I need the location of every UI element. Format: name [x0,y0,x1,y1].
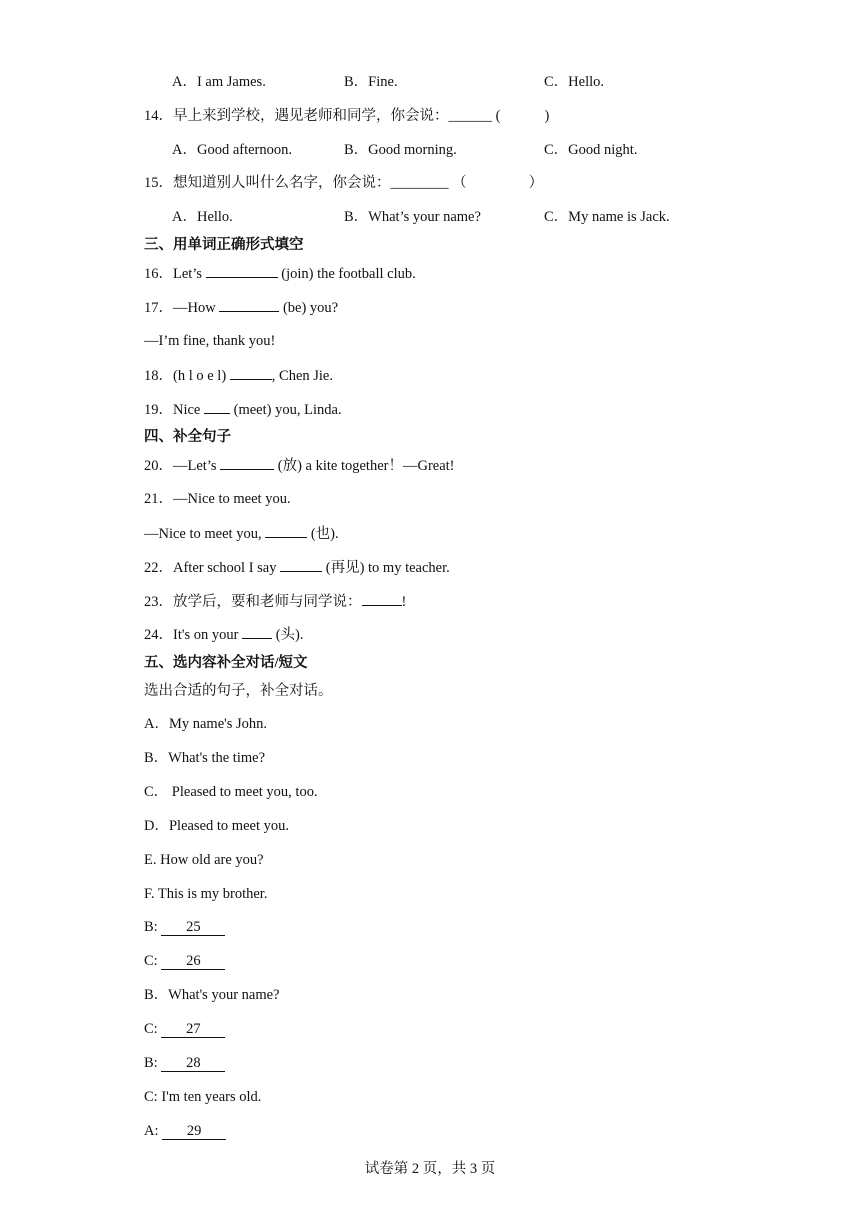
question-18-post: , Chen Jie. [271,368,333,384]
question-19-pre: 19．Nice [144,402,204,418]
question-24-post: (头). [272,627,304,643]
question-24 [144,625,304,644]
question-22-blank[interactable] [280,558,322,572]
dialogue-speaker: C: [144,953,162,969]
answer-blank-27[interactable]: 27 [161,1021,225,1038]
dialogue-line [144,1054,225,1072]
question-24-blank[interactable] [242,625,272,639]
q15-option-a: A．Hello. [172,209,233,225]
question-20 [144,456,455,475]
answer-blank-29[interactable]: 29 [162,1123,226,1140]
dialogue-line [144,952,225,970]
q14-option-a: A．Good afternoon. [172,142,293,158]
question-22 [144,558,450,577]
answer-blank-26[interactable]: 26 [161,953,225,970]
question-18-pre: 18．(h l o e l) [144,368,230,384]
q13-option-c: C．Hello. [544,74,605,90]
question-17-blank[interactable] [219,298,279,312]
question-16 [144,264,416,283]
q14-option-b: B．Good morning. [344,142,457,158]
section-5-instruction: 选出合适的句子，补全对话。 [144,683,333,699]
question-14 [144,107,549,125]
section-5-title: 五、选内容补全对话/短文 [144,655,308,671]
dialogue-line: C: I'm ten years old. [144,1089,262,1105]
question-15-paren-close: ） [528,175,544,191]
question-20-pre: 20．—Let’s [144,458,221,474]
page-footer: 试卷第 2 页，共 3 页 [364,1161,496,1177]
q15-option-c: C．My name is Jack. [544,209,670,225]
question-22-post: (再见) to my teacher. [322,560,450,576]
question-17-answer: —I’m fine, thank you! [144,333,276,349]
choice-b: B．What's the time? [144,750,265,766]
question-16-pre: 16．Let’s [144,266,206,282]
question-19-blank[interactable] [204,400,230,414]
choice-d: D．Pleased to meet you. [144,818,289,834]
question-20-blank[interactable] [220,456,274,470]
question-23-post: ! [401,594,407,610]
question-21-pre: —Nice to meet you, [144,526,266,542]
q14-option-c: C．Good night. [544,142,638,158]
question-14-text: 14．早上来到学校，遇见老师和同学，你会说：______ ( [144,108,501,124]
question-21-post: (也). [307,526,339,542]
q13-option-b: B．Fine. [344,74,398,90]
question-18 [144,366,333,385]
question-24-pre: 24．It's on your [144,627,243,643]
question-21-blank[interactable] [265,524,307,538]
q13-option-a: A．I am James. [172,74,266,90]
question-23-blank[interactable] [362,592,402,606]
choice-e: E. How old are you? [144,852,264,868]
section-4-title: 四、补全句子 [144,429,231,445]
question-19-post: (meet) you, Linda. [230,402,342,418]
choice-a: A．My name's John. [144,716,268,732]
answer-blank-25[interactable]: 25 [161,919,225,936]
dialogue-speaker: B: [144,919,162,935]
question-21-response [144,524,339,543]
question-23-pre: 23．放学后，要和老师与同学说： [144,594,362,610]
question-19 [144,400,342,419]
dialogue-speaker: B: [144,1055,162,1071]
question-17 [144,298,338,317]
question-16-blank[interactable] [206,264,278,278]
choice-c: C． Pleased to meet you, too. [144,784,318,800]
question-17-post: (be) you? [279,300,339,316]
dialogue-line: B．What's your name? [144,987,280,1003]
question-16-post: (join) the football club. [277,266,416,282]
dialogue-line [144,1122,226,1140]
question-15 [144,174,543,192]
question-20-post: (放) a kite together！—Great! [274,458,455,474]
question-17-pre: 17．—How [144,300,220,316]
question-18-blank[interactable] [230,366,272,380]
dialogue-speaker: A: [144,1123,163,1139]
question-22-pre: 22．After school I say [144,560,281,576]
question-15-text: 15．想知道别人叫什么名字，你会说：________ （ [144,175,467,191]
question-14-paren-close: ) [544,108,550,124]
section-3-title: 三、用单词正确形式填空 [144,237,304,253]
q15-option-b: B．What’s your name? [344,209,481,225]
dialogue-line [144,1020,225,1038]
answer-blank-28[interactable]: 28 [161,1055,225,1072]
question-21: 21．—Nice to meet you. [144,491,291,507]
dialogue-line [144,918,225,936]
choice-f: F. This is my brother. [144,886,268,902]
question-23 [144,592,406,611]
dialogue-speaker: C: [144,1021,162,1037]
